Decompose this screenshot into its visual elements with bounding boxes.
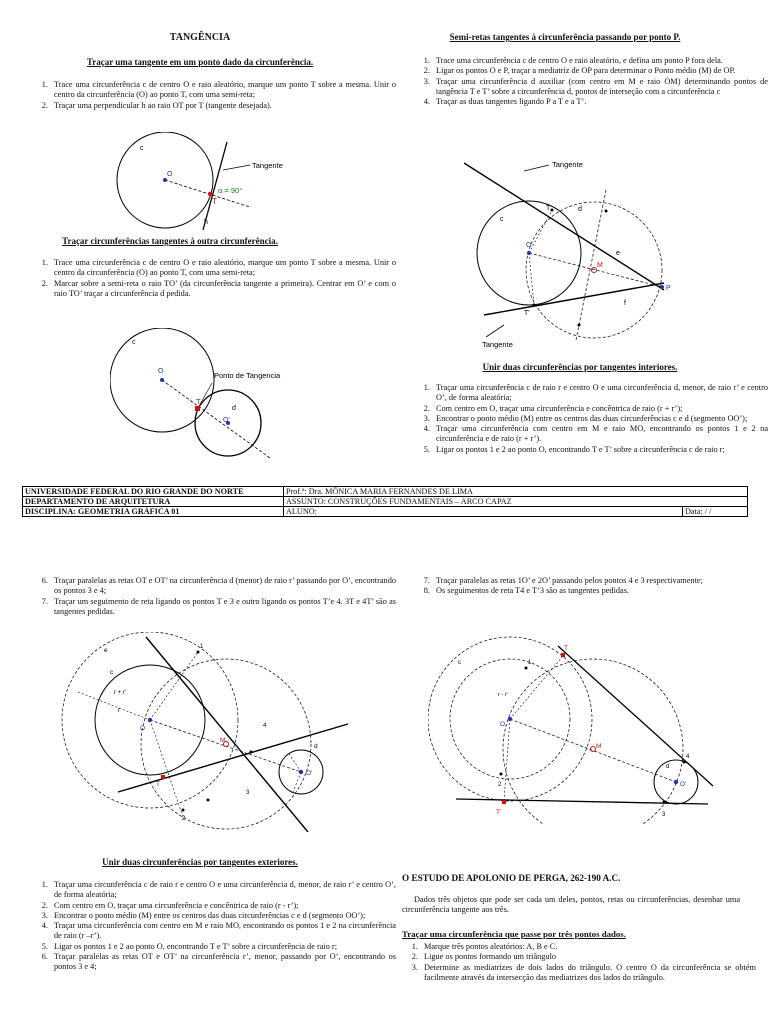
steps-three-points	[392, 942, 756, 983]
fig4-label-1: 1	[200, 644, 204, 650]
apolonio-title: O ESTUDO DE APOLONIO DE PERGA, 262-190 A.C.	[402, 873, 621, 883]
step-item: 4. Traçar uma circunferência com centro em M e raio MO, encontrando os pontos 1 e 2 na circunferência de raio (r –r’).	[50, 921, 396, 942]
steps-interior-tangents	[404, 383, 768, 455]
header-table	[22, 486, 748, 517]
cell-subject: ASSUNTO: CONSTRUÇÕES FUNDAMENTAIS – ARCO CAPAZ	[284, 497, 748, 507]
step-item: 4. Traçar as duas tangentes ligando P a T e a T’.	[432, 97, 768, 107]
fig4-label-e: e	[104, 647, 108, 654]
fig5-label-d: d	[666, 764, 670, 770]
step-item: 5. Ligar os pontos 1 e 2 ao ponto O, encontrando T e T’ sobre a circunferência c de raio r;	[432, 445, 768, 455]
step-item: 1. Trace uma circunferência c de centro O e raio aleatório, e defina um ponto P fora dela.	[432, 56, 768, 66]
fig4-label-4: 4	[263, 723, 267, 729]
fig3-label-e: e	[616, 250, 620, 257]
steps-tangent-lines	[404, 56, 768, 107]
step-item: 3. Determine as mediatrizes de dois lados do triângulo. O centro O da circunferência se obtém facilmente através da intersecção das mediatrizes dos lados do triângulo.	[420, 963, 756, 984]
step-item: 1. Trace uma circunferência c de centro O e raio aleatório, marque um ponto T sobre a mesma. Unir o centro da circunferência (O) ao ponto T, com uma semi-reta;	[50, 258, 396, 279]
fig3-label-t2: T'	[524, 310, 530, 317]
fig2-label-o2: O'	[223, 417, 230, 424]
steps-exterior-tangents	[22, 880, 396, 973]
cell-university: UNIVERSIDADE FEDERAL DO RIO GRANDE DO NORTE	[23, 487, 284, 497]
fig2-label-tangency: Ponto de Tangencia	[214, 371, 281, 380]
steps-interior-continued	[22, 576, 396, 617]
fig5-label-o2: O'	[680, 781, 687, 788]
steps-tangent-point	[22, 80, 396, 111]
step-item: 3. Traçar uma circunferência d auxiliar (com centro em M e raio OM) determinando pontos de tangência T e T’ sobre a circunferência d, pontos de interseção com a circunferência c	[432, 77, 768, 98]
step-item: 2. Ligar os pontos O e P, traçar a mediatriz de OP para determinar o Ponto médio (M) de OP.	[432, 66, 768, 76]
section-title-tangent-lines: Semi-retas tangentes à circunferência passando por ponto P.	[449, 32, 681, 42]
step-item: 3. Encontrar o ponto médio (M) entre os centros das duas circunferências c e d (segmento OO’);	[50, 911, 396, 921]
fig4-label-c: c	[110, 669, 114, 676]
cell-student: ALUNO:	[284, 507, 683, 517]
fig1-label-o: O	[167, 171, 173, 178]
step-item: 5. Ligar os pontos 1 e 2 ao ponto O, encontrando T e T’ sobre a circunferência de raio r;	[50, 942, 396, 952]
fig5-label-m: M	[596, 743, 602, 750]
fig4-label-r: r	[118, 708, 120, 714]
fig3-label-tangente-top: Tangente	[552, 160, 583, 169]
step-item: 1. Traçar uma circunferência c de raio r e centro O e uma circunferência d, menor, de raio r’ e centro O’, de forma aleatória;	[50, 880, 396, 901]
fig3-label-p: P	[666, 285, 671, 292]
cell-professor: Prof.ª: Dra. MÔNICA MARIA FERNANDES DE LIMA	[284, 487, 748, 497]
cell-department: DEPARTAMENTO DE ARQUITETURA	[23, 497, 284, 507]
fig1-label-angle: α = 90°	[218, 186, 243, 195]
fig5-label-c: c	[458, 660, 461, 666]
fig1-label-h: h	[204, 219, 208, 226]
fig4-label-o2: O'	[306, 770, 313, 777]
fig5-label-t: T	[564, 645, 568, 652]
step-item: 7. Traçar um seguimento de reta ligando os pontos T e 3 e outro ligando os pontos T’e 4. 3T e 4T’ são as tangentes pedidas.	[50, 597, 396, 618]
step-item: 1. Trace uma circunferência c de centro O e raio aleatório, marque um ponto T sobre a mesma. Unir o centro da circunferência (O) ao ponto T, com uma semi-reta;	[50, 80, 396, 101]
fig3-label-f: f	[624, 300, 626, 307]
section-title-tangent-circles: Traçar circunferências tangentes à outra circunferência.	[62, 236, 278, 246]
cell-date: Data: / /	[683, 507, 748, 517]
fig2-label-d: d	[232, 405, 236, 412]
figure-interior-tangents	[58, 632, 368, 832]
section-title-exterior-tangents: Unir duas circunferências por tangentes exteriores.	[102, 857, 298, 867]
fig4-label-rr: r + r'	[114, 690, 126, 696]
step-item: 3. Encontrar o ponto médio (M) entre os centros das duas circunferências c e d (segmento OO’);	[432, 414, 768, 424]
step-item: 4. Traçar uma circunferência com centro em M e raio MO, encontrando os pontos 1 e 2 na circunferência e de raio (r + r’).	[432, 424, 768, 445]
fig5-label-o: O	[500, 721, 506, 728]
fig3-label-m: M	[597, 262, 603, 269]
steps-exterior-continued	[404, 576, 768, 597]
step-item: 2. Com centro em O, traçar uma circunferência e concêntrica de raio (r + r’);	[432, 404, 768, 414]
steps-tangent-circles	[22, 258, 396, 299]
fig5-label-3: 3	[662, 812, 666, 818]
step-item: 2. Traçar uma perpendicular h ao raio OT por T (tangente desejada).	[50, 101, 396, 111]
fig4-label-o: O	[140, 725, 146, 732]
figure-exterior-tangents	[428, 624, 728, 824]
fig4-label-2: 2	[182, 816, 186, 822]
fig5-label-t2: T'	[496, 809, 502, 816]
step-item: 6. Traçar paralelas as retas OT e OT’ na circunferência r’, menor, passando por O’, encontrando os pontos 3 e 4;	[50, 952, 396, 973]
fig4-label-m: M	[220, 737, 226, 744]
fig1-label-c: c	[140, 145, 144, 152]
step-item: 1. Traçar uma circunferência c de raio r e centro O e uma circunferência d, menor, de raio r’ e centro O’, de forma aleatória;	[432, 383, 768, 404]
step-item: 2. Ligue os pontos formando um triângulo	[420, 952, 756, 962]
fig3-label-o: O	[526, 242, 532, 249]
fig5-label-4: 4	[686, 754, 690, 760]
step-item: 8. Os seguimentos de reta T4 e T’3 são as tangentes pedidas.	[432, 586, 768, 596]
fig4-label-d: d	[314, 743, 318, 750]
section-title-three-points: Traçar uma circunferência que passe por três pontos dados.	[402, 929, 626, 939]
apolonio-paragraph: Dados três objetos que pode ser cada um deles, pontos, retas ou circunferências, desenhar uma circunferência tangente aos três.	[402, 895, 740, 915]
fig1-label-t: T	[212, 197, 217, 206]
fig4-label-3: 3	[246, 790, 250, 796]
figure-tangent-lines	[464, 155, 704, 350]
fig3-label-d: d	[578, 206, 582, 213]
step-item: 7. Traçar paralelas as retas 1O’ e 2O’ passando pelos pontos 4 e 3 respectivamente;	[432, 576, 768, 586]
fig4-label-t: T	[156, 781, 160, 788]
fig5-label-1: 1	[528, 660, 532, 666]
fig2-label-o: O	[158, 368, 164, 375]
page-title: TANGÊNCIA	[169, 32, 231, 43]
step-item: 1. Marque três pontos aleatórios: A, B e C.	[420, 942, 756, 952]
fig1-label-tangente: Tangente	[252, 161, 283, 170]
figure-tangent-circles	[110, 328, 310, 468]
step-item: 2. Com centro em O, traçar uma circunferência e concêntrica de raio (r - r’);	[50, 901, 396, 911]
fig3-label-tangente-bot: Tangente	[482, 340, 513, 349]
step-item: 2. Marcar sobre a semi-reta o raio TO’ (da circunferência tangente a primeira). Centrar em O’ e com o raio TO’ traçar a circunferência d pedida.	[50, 279, 396, 300]
figure-tangent-point	[110, 132, 310, 232]
fig5-label-2: 2	[498, 782, 502, 788]
section-title-interior-tangents: Unir duas circunferências por tangentes interiores.	[482, 362, 678, 372]
section-title-tangent-point: Traçar uma tangente em um ponto dado da circunferência.	[86, 57, 314, 67]
fig2-label-t: T	[196, 397, 201, 406]
cell-discipline: DISCIPLINA: GEOMETRIA GRÁFICA 01	[23, 507, 284, 517]
step-item: 6. Traçar paralelas as retas OT e OT’ na circunferência d (menor) de raio r’ passando por O’, encontrando os pontos 3 e 4;	[50, 576, 396, 597]
fig5-label-rr: r - r'	[498, 692, 508, 698]
fig3-label-c: c	[500, 216, 504, 223]
fig3-label-t: T	[546, 205, 551, 212]
fig2-label-c: c	[132, 339, 136, 346]
